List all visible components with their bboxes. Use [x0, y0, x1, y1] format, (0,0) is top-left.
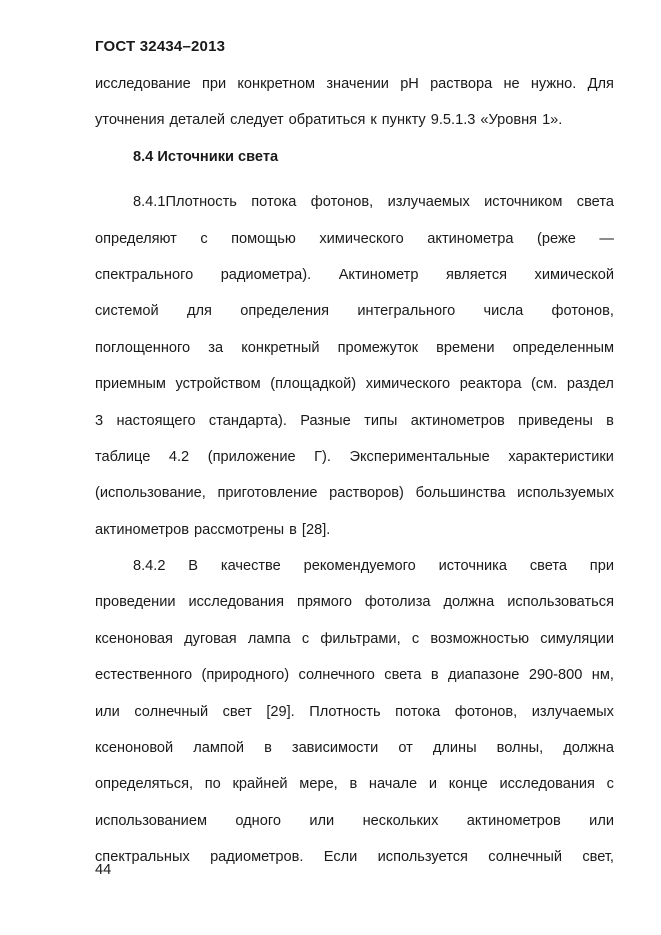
- text-line: или солнечный свет [29]. Плотность потока фотонов, излучаемых: [95, 703, 614, 720]
- text-line: поглощенного за конкретный промежуток времени определенным: [95, 339, 614, 356]
- text-line: спектрального радиометра). Актинометр является химической: [95, 266, 614, 283]
- text-line: 3 настоящего стандарта). Разные типы актинометров приведены в: [95, 412, 614, 429]
- document-header: ГОСТ 32434–2013: [95, 38, 226, 55]
- text-line: ксеноновая дуговая лампа с фильтрами, с возможностью симуляции: [95, 630, 614, 647]
- paragraph-8-4-2: [95, 548, 614, 876]
- text-line: исследование при конкретном значении pH раствора не нужно. Для: [95, 76, 614, 92]
- text-line: проведении исследования прямого фотолиза должна использоваться: [95, 594, 614, 611]
- text-line: системой для определения интегрального числа фотонов,: [95, 303, 614, 320]
- paragraph-8-4-1: [95, 184, 614, 548]
- text-line: естественного (природного) солнечного света в диапазоне 290-800 нм,: [95, 667, 614, 684]
- section-spacer: [95, 175, 614, 184]
- text-line: 8.4.1Плотность потока фотонов, излучаемых источником света: [133, 194, 614, 211]
- text-line: актинометров рассмотрены в [28].: [95, 521, 331, 538]
- intro-text: [95, 66, 614, 139]
- text-line: ксеноновой лампой в зависимости от длины волны, должна: [95, 740, 614, 757]
- text-line: уточнения деталей следует обратиться к пункту 9.5.1.3 «Уровня 1».: [95, 112, 563, 129]
- section-title: 8.4 Источники света: [133, 148, 279, 165]
- text-line: таблице 4.2 (приложение Г). Экспериментальные характеристики: [95, 448, 614, 465]
- text-line: спектральных радиометров. Если используется солнечный свет,: [95, 849, 614, 866]
- text-line: использованием одного или нескольких актинометров или: [95, 812, 614, 829]
- text-line: приемным устройством (площадкой) химического реактора (см. раздел: [95, 376, 614, 393]
- document-body: [95, 66, 614, 876]
- text-line: определяться, по крайней мере, в начале и конце исследования с: [95, 776, 614, 793]
- text-line: 8.4.2 В качестве рекомендуемого источника света при: [133, 558, 614, 575]
- text-line: (использование, приготовление растворов) большинства используемых: [95, 485, 614, 502]
- page-number: 44: [95, 862, 112, 878]
- text-line: определяют с помощью химического актинометра (реже —: [95, 230, 614, 247]
